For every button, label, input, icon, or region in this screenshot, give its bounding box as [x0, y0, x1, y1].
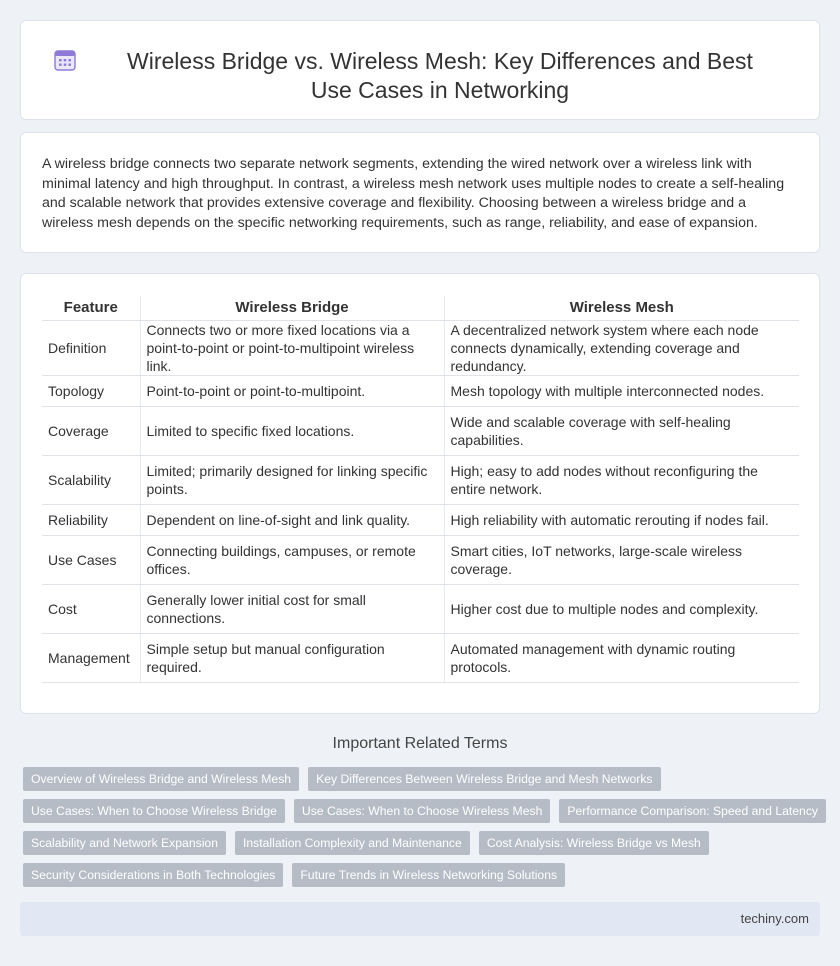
related-term-tag[interactable]: Overview of Wireless Bridge and Wireless Mesh [23, 767, 299, 791]
mesh-cell: Higher cost due to multiple nodes and complexity. [444, 584, 799, 633]
related-term-tag[interactable]: Use Cases: When to Choose Wireless Bridge [23, 799, 285, 823]
table-row [42, 584, 799, 633]
table-row [42, 320, 799, 375]
feature-cell: Scalability [42, 455, 140, 504]
footer-site-link[interactable]: techiny.com [740, 911, 809, 926]
related-term-tag[interactable]: Future Trends in Wireless Networking Solutions [292, 863, 565, 887]
header-feature: Feature [42, 296, 140, 320]
bridge-cell: Connecting buildings, campuses, or remote offices. [140, 535, 444, 584]
feature-cell: Reliability [42, 504, 140, 535]
mesh-cell: High; easy to add nodes without reconfiguring the entire network. [444, 455, 799, 504]
feature-cell: Management [42, 633, 140, 682]
mesh-cell: Automated management with dynamic routing protocols. [444, 633, 799, 682]
feature-cell: Cost [42, 584, 140, 633]
bridge-cell: Connects two or more fixed locations via a point-to-point or point-to-multipoint wireless link. [140, 320, 444, 375]
mesh-cell: Wide and scalable coverage with self-healing capabilities. [444, 406, 799, 455]
mesh-cell: Smart cities, IoT networks, large-scale wireless coverage. [444, 535, 799, 584]
table-row [42, 455, 799, 504]
related-term-tag[interactable]: Cost Analysis: Wireless Bridge vs Mesh [479, 831, 709, 855]
table-row [42, 504, 799, 535]
related-term-tag[interactable]: Installation Complexity and Maintenance [235, 831, 470, 855]
intro-paragraph: A wireless bridge connects two separate network segments, extending the wired network over a wireless link with minimal latency and high throughput. In contrast, a wireless mesh network uses multiple nodes to create a self-healing and scalable network that provides extensive coverage and flexibility. Choosing between a wireless bridge and a wireless mesh depends on the specific networking requirements, such as range, reliability, and ease of expansion. [42, 156, 785, 231]
intro-card [20, 132, 820, 253]
table-row [42, 406, 799, 455]
related-term-tag[interactable]: Scalability and Network Expansion [23, 831, 226, 855]
comparison-table [42, 296, 799, 683]
related-term-tag[interactable]: Performance Comparison: Speed and Latency [559, 799, 826, 823]
table-header-row [42, 296, 799, 320]
mesh-cell: Mesh topology with multiple interconnected nodes. [444, 375, 799, 406]
table-row [42, 633, 799, 682]
comparison-table-card [20, 273, 820, 714]
related-terms-heading: Important Related Terms [332, 735, 508, 752]
footer [20, 902, 820, 936]
feature-cell: Coverage [42, 406, 140, 455]
mesh-cell: A decentralized network system where each node connects dynamically, extending coverage and redundancy. [444, 320, 799, 375]
mesh-cell: High reliability with automatic rerouting if nodes fail. [444, 504, 799, 535]
related-term-tag[interactable]: Security Considerations in Both Technologies [23, 863, 283, 887]
title-card [20, 20, 820, 120]
bridge-cell: Limited; primarily designed for linking specific points. [140, 455, 444, 504]
bridge-cell: Point-to-point or point-to-multipoint. [140, 375, 444, 406]
feature-cell: Definition [42, 320, 140, 375]
related-term-tag[interactable]: Key Differences Between Wireless Bridge and Mesh Networks [308, 767, 660, 791]
feature-cell: Use Cases [42, 535, 140, 584]
related-term-tag[interactable]: Use Cases: When to Choose Wireless Mesh [294, 799, 550, 823]
page-title: Wireless Bridge vs. Wireless Mesh: Key Differences and Best Use Cases in Networking [127, 48, 753, 103]
header-wireless-bridge: Wireless Bridge [140, 296, 444, 320]
bridge-cell: Simple setup but manual configuration required. [140, 633, 444, 682]
related-terms-list [23, 767, 819, 895]
bridge-cell: Generally lower initial cost for small connections. [140, 584, 444, 633]
feature-cell: Topology [42, 375, 140, 406]
bridge-cell: Limited to specific fixed locations. [140, 406, 444, 455]
header-wireless-mesh: Wireless Mesh [444, 296, 799, 320]
table-row [42, 375, 799, 406]
table-row [42, 535, 799, 584]
bridge-cell: Dependent on line-of-sight and link quality. [140, 504, 444, 535]
